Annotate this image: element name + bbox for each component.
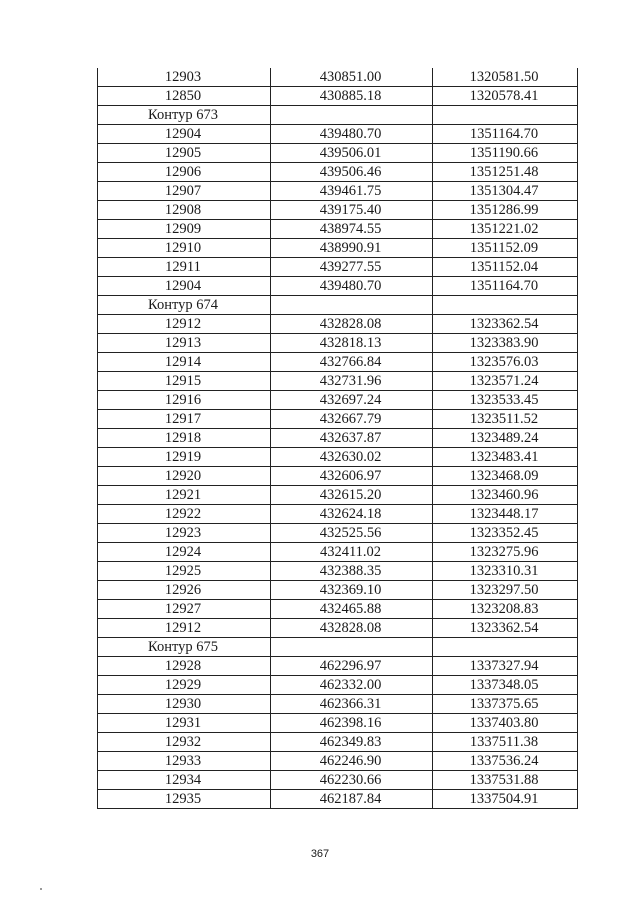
x-coordinate-cell: 432388.35: [271, 562, 433, 581]
point-number-cell: 12919: [98, 448, 271, 467]
x-coordinate-cell: 439480.70: [271, 125, 433, 144]
contour-label: Контур 674: [98, 296, 271, 315]
y-coordinate-cell: 1337403.80: [433, 714, 578, 733]
point-number-cell: 12909: [98, 220, 271, 239]
point-number-cell: 12912: [98, 315, 271, 334]
table-row: [98, 562, 578, 581]
x-coordinate-cell: 462230.66: [271, 771, 433, 790]
table-row: [98, 239, 578, 258]
point-number-cell: 12926: [98, 581, 271, 600]
y-coordinate-cell: 1320578.41: [433, 87, 578, 106]
x-coordinate-cell: 439480.70: [271, 277, 433, 296]
table-row: [98, 790, 578, 809]
contour-label: Контур 673: [98, 106, 271, 125]
y-coordinate-cell: 1337511.38: [433, 733, 578, 752]
point-number-cell: 12905: [98, 144, 271, 163]
table-row: [98, 182, 578, 201]
point-number-cell: 12925: [98, 562, 271, 581]
table-row: [98, 258, 578, 277]
y-coordinate-cell: 1323362.54: [433, 315, 578, 334]
x-coordinate-cell: 432828.08: [271, 315, 433, 334]
x-coordinate-cell: 432766.84: [271, 353, 433, 372]
x-coordinate-cell: 432615.20: [271, 486, 433, 505]
y-coordinate-cell: 1323468.09: [433, 467, 578, 486]
y-coordinate-cell: 1351304.47: [433, 182, 578, 201]
point-number-cell: 12906: [98, 163, 271, 182]
table-row: [98, 619, 578, 638]
point-number-cell: 12907: [98, 182, 271, 201]
point-number-cell: 12927: [98, 600, 271, 619]
x-coordinate-cell: 432667.79: [271, 410, 433, 429]
y-coordinate-cell: 1351164.70: [433, 277, 578, 296]
coordinates-table: [97, 68, 578, 809]
table-row: [98, 201, 578, 220]
x-coordinate-cell: 432630.02: [271, 448, 433, 467]
x-coordinate-cell: 439461.75: [271, 182, 433, 201]
y-coordinate-cell: 1323208.83: [433, 600, 578, 619]
table-row: [98, 391, 578, 410]
x-coordinate-cell: 439277.55: [271, 258, 433, 277]
y-coordinate-cell: 1351286.99: [433, 201, 578, 220]
y-coordinate-cell: 1323310.31: [433, 562, 578, 581]
contour-label: Контур 675: [98, 638, 271, 657]
contour-header-row: [98, 638, 578, 657]
point-number-cell: 12913: [98, 334, 271, 353]
x-coordinate-cell: 430885.18: [271, 87, 433, 106]
y-coordinate-cell: 1323448.17: [433, 505, 578, 524]
point-number-cell: 12929: [98, 676, 271, 695]
x-coordinate-cell: 432818.13: [271, 334, 433, 353]
point-number-cell: 12910: [98, 239, 271, 258]
point-number-cell: 12918: [98, 429, 271, 448]
x-coordinate-cell: 438974.55: [271, 220, 433, 239]
empty-cell: [271, 296, 433, 315]
point-number-cell: 12921: [98, 486, 271, 505]
point-number-cell: 12928: [98, 657, 271, 676]
x-coordinate-cell: 432731.96: [271, 372, 433, 391]
y-coordinate-cell: 1323297.50: [433, 581, 578, 600]
empty-cell: [433, 638, 578, 657]
table-row: [98, 220, 578, 239]
table-row: [98, 372, 578, 391]
point-number-cell: 12904: [98, 125, 271, 144]
point-number-cell: 12933: [98, 752, 271, 771]
table-row: [98, 752, 578, 771]
x-coordinate-cell: 438990.91: [271, 239, 433, 258]
x-coordinate-cell: 462246.90: [271, 752, 433, 771]
y-coordinate-cell: 1351152.04: [433, 258, 578, 277]
point-number-cell: 12908: [98, 201, 271, 220]
table-row: [98, 87, 578, 106]
y-coordinate-cell: 1323352.45: [433, 524, 578, 543]
point-number-cell: 12930: [98, 695, 271, 714]
x-coordinate-cell: 432465.88: [271, 600, 433, 619]
x-coordinate-cell: 462349.83: [271, 733, 433, 752]
table-row: [98, 543, 578, 562]
contour-header-row: [98, 106, 578, 125]
y-coordinate-cell: 1337504.91: [433, 790, 578, 809]
x-coordinate-cell: 462296.97: [271, 657, 433, 676]
table-row: [98, 486, 578, 505]
point-number-cell: 12912: [98, 619, 271, 638]
table-row: [98, 600, 578, 619]
point-number-cell: 12904: [98, 277, 271, 296]
table-row: [98, 657, 578, 676]
table-row: [98, 277, 578, 296]
x-coordinate-cell: 432525.56: [271, 524, 433, 543]
y-coordinate-cell: 1337531.88: [433, 771, 578, 790]
x-coordinate-cell: 462332.00: [271, 676, 433, 695]
coordinates-table-body: [98, 68, 578, 809]
y-coordinate-cell: 1351221.02: [433, 220, 578, 239]
x-coordinate-cell: 430851.00: [271, 68, 433, 87]
x-coordinate-cell: 432369.10: [271, 581, 433, 600]
table-row: [98, 448, 578, 467]
point-number-cell: 12923: [98, 524, 271, 543]
point-number-cell: 12935: [98, 790, 271, 809]
point-number-cell: 12915: [98, 372, 271, 391]
page-number: 367: [310, 848, 330, 860]
table-row: [98, 353, 578, 372]
scan-speck: [40, 888, 42, 890]
table-row: [98, 163, 578, 182]
table-row: [98, 68, 578, 87]
table-row: [98, 524, 578, 543]
table-row: [98, 144, 578, 163]
point-number-cell: 12920: [98, 467, 271, 486]
table-row: [98, 714, 578, 733]
table-row: [98, 505, 578, 524]
table-row: [98, 125, 578, 144]
y-coordinate-cell: 1323275.96: [433, 543, 578, 562]
y-coordinate-cell: 1323362.54: [433, 619, 578, 638]
x-coordinate-cell: 432637.87: [271, 429, 433, 448]
y-coordinate-cell: 1337375.65: [433, 695, 578, 714]
table-row: [98, 733, 578, 752]
y-coordinate-cell: 1320581.50: [433, 68, 578, 87]
contour-header-row: [98, 296, 578, 315]
y-coordinate-cell: 1337327.94: [433, 657, 578, 676]
empty-cell: [433, 296, 578, 315]
table-row: [98, 410, 578, 429]
point-number-cell: 12931: [98, 714, 271, 733]
point-number-cell: 12917: [98, 410, 271, 429]
y-coordinate-cell: 1351152.09: [433, 239, 578, 258]
empty-cell: [271, 106, 433, 125]
point-number-cell: 12911: [98, 258, 271, 277]
x-coordinate-cell: 432697.24: [271, 391, 433, 410]
y-coordinate-cell: 1323460.96: [433, 486, 578, 505]
x-coordinate-cell: 432828.08: [271, 619, 433, 638]
y-coordinate-cell: 1323489.24: [433, 429, 578, 448]
x-coordinate-cell: 439506.46: [271, 163, 433, 182]
table-row: [98, 581, 578, 600]
x-coordinate-cell: 432606.97: [271, 467, 433, 486]
x-coordinate-cell: 439175.40: [271, 201, 433, 220]
x-coordinate-cell: 432411.02: [271, 543, 433, 562]
y-coordinate-cell: 1351251.48: [433, 163, 578, 182]
point-number-cell: 12932: [98, 733, 271, 752]
y-coordinate-cell: 1323571.24: [433, 372, 578, 391]
x-coordinate-cell: 432624.18: [271, 505, 433, 524]
point-number-cell: 12934: [98, 771, 271, 790]
table-row: [98, 467, 578, 486]
table-row: [98, 429, 578, 448]
point-number-cell: 12903: [98, 68, 271, 87]
x-coordinate-cell: 462366.31: [271, 695, 433, 714]
table-row: [98, 315, 578, 334]
x-coordinate-cell: 439506.01: [271, 144, 433, 163]
empty-cell: [271, 638, 433, 657]
y-coordinate-cell: 1337348.05: [433, 676, 578, 695]
point-number-cell: 12924: [98, 543, 271, 562]
table-row: [98, 334, 578, 353]
x-coordinate-cell: 462187.84: [271, 790, 433, 809]
y-coordinate-cell: 1323576.03: [433, 353, 578, 372]
table-row: [98, 676, 578, 695]
point-number-cell: 12914: [98, 353, 271, 372]
point-number-cell: 12916: [98, 391, 271, 410]
y-coordinate-cell: 1323533.45: [433, 391, 578, 410]
table-row: [98, 695, 578, 714]
table-row: [98, 771, 578, 790]
y-coordinate-cell: 1351190.66: [433, 144, 578, 163]
y-coordinate-cell: 1323483.41: [433, 448, 578, 467]
y-coordinate-cell: 1323511.52: [433, 410, 578, 429]
point-number-cell: 12850: [98, 87, 271, 106]
y-coordinate-cell: 1337536.24: [433, 752, 578, 771]
y-coordinate-cell: 1323383.90: [433, 334, 578, 353]
empty-cell: [433, 106, 578, 125]
x-coordinate-cell: 462398.16: [271, 714, 433, 733]
point-number-cell: 12922: [98, 505, 271, 524]
y-coordinate-cell: 1351164.70: [433, 125, 578, 144]
